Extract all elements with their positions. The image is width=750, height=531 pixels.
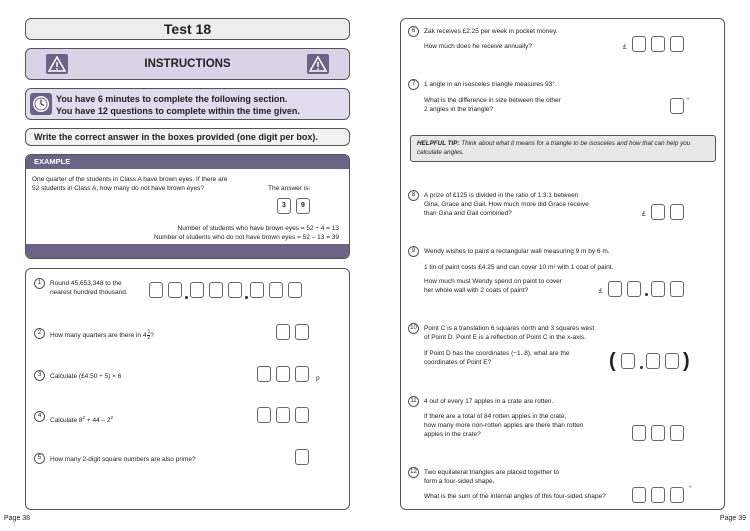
degree-unit: ° — [689, 485, 692, 492]
question-10-line-2: of Point D. Point E is a reflection of Point C in the x-axis. — [424, 334, 586, 341]
question-number: 7 — [408, 79, 419, 90]
question-9-line-4: her whole wall with 2 coats of paint? — [424, 287, 529, 294]
question-7-line-1: 1 angle in an isosceles triangle measures 93°. — [424, 81, 557, 88]
example-header: EXAMPLE — [26, 155, 349, 169]
example-question-line-2: 52 students in Class A, how many do not have brown eyes? — [32, 185, 204, 192]
exponent: 2 — [82, 415, 86, 420]
open-bracket: ( — [609, 350, 616, 372]
answer-box[interactable] — [632, 425, 646, 441]
time-instructions — [25, 88, 350, 120]
answer-box[interactable] — [257, 366, 271, 382]
close-bracket: ) — [683, 350, 690, 372]
example-answer-box: 3 — [277, 198, 291, 214]
answer-box[interactable] — [288, 282, 302, 298]
question-6-line-2: How much does he receive annually? — [424, 43, 533, 50]
question-2-end: ? — [150, 332, 154, 340]
question-6-line-1: Zak receives £2.25 per week in pocket money. — [424, 28, 558, 35]
question-8-line-1: A prize of £125 is divided in the ratio of 1:3:1 between — [424, 192, 579, 199]
example-answer-label: The answer is: — [268, 185, 311, 192]
question-4-text — [50, 413, 113, 425]
question-number: 5 — [34, 453, 45, 464]
exponent: 2 — [110, 415, 114, 420]
right-page — [375, 0, 750, 531]
degree-unit: ° — [687, 97, 690, 104]
answer-box[interactable] — [651, 425, 665, 441]
question-10-line-1: Point C is a translation 6 squares north and 3 squares west — [424, 325, 595, 332]
warning-icon — [307, 54, 329, 74]
question-11-line-4: apples in the crate? — [424, 431, 481, 438]
answer-box[interactable] — [209, 282, 223, 298]
answer-box[interactable] — [269, 282, 283, 298]
answer-box[interactable] — [632, 36, 646, 52]
page-number: Page 39 — [719, 515, 746, 522]
helpful-tip — [410, 135, 716, 162]
question-number: 3 — [34, 370, 45, 381]
answer-box[interactable] — [257, 407, 271, 423]
answer-box[interactable] — [651, 36, 665, 52]
question-11-line-1: 4 out of every 17 apples in a crate are rotten. — [424, 398, 554, 405]
question-12-line-1: Two equilateral triangles are placed together to — [424, 469, 560, 476]
clock-icon — [30, 93, 52, 115]
question-2-line-1: How many quarters are there in 4 — [50, 332, 147, 340]
answer-box[interactable] — [670, 425, 684, 441]
question-number: 8 — [408, 190, 419, 201]
example-panel — [25, 154, 350, 259]
answer-box[interactable] — [149, 282, 163, 298]
question-number: 1 — [34, 278, 45, 289]
answer-box[interactable] — [651, 281, 665, 297]
question-4-start: Calculate 8 — [50, 417, 83, 425]
question-12-line-3: What is the sum of the internal angles of this four-sided shape? — [424, 493, 606, 500]
example-working-line-1: Number of students who have brown eyes = 52 ÷ 4 = 13 — [177, 225, 339, 232]
answer-box[interactable] — [250, 282, 264, 298]
example-question-line-1: One quarter of the students in Class A have brown eyes. If there are — [32, 176, 228, 183]
question-1-line-1: Round 45,653,348 to the — [50, 280, 122, 287]
example-working-line-2: Number of students who do not have brown eyes = 52 – 13 = 39 — [153, 234, 339, 241]
comma-mark — [640, 366, 643, 369]
question-2-text — [50, 330, 154, 341]
answer-box[interactable] — [646, 353, 660, 369]
answer-box[interactable] — [295, 366, 309, 382]
question-10-line-4: coordinates of Point E? — [424, 359, 492, 366]
question-number: 4 — [34, 411, 45, 422]
fraction-denominator: 2 — [147, 335, 151, 341]
fraction-numerator: 1 — [147, 329, 151, 335]
currency-prefix: £ — [599, 288, 603, 295]
time-line-1: You have 6 minutes to complete the following section. — [56, 94, 288, 104]
answer-box[interactable] — [632, 487, 646, 503]
answer-box[interactable] — [276, 407, 290, 423]
comma-mark — [245, 296, 248, 299]
answer-box[interactable] — [670, 281, 684, 297]
answer-box[interactable] — [295, 407, 309, 423]
answer-box[interactable] — [670, 204, 684, 220]
answer-box[interactable] — [651, 487, 665, 503]
question-5-text: How many 2-digit square numbers are also prime? — [50, 456, 196, 463]
answer-box[interactable] — [276, 324, 290, 340]
answer-box[interactable] — [670, 98, 684, 114]
instructions-heading: INSTRUCTIONS — [144, 58, 231, 70]
question-4-mid: + 44 – 2 — [85, 417, 111, 425]
question-8-line-2: Gina, Grace and Gail. How much more did Grace receive — [424, 201, 589, 208]
decimal-point — [645, 293, 648, 296]
answer-box[interactable] — [276, 366, 290, 382]
question-number: 6 — [408, 26, 419, 37]
tip-text-2: calculate angles. — [417, 149, 464, 156]
question-8-line-3: than Gina and Gail combined? — [424, 210, 512, 217]
answer-box[interactable] — [608, 281, 622, 297]
instructions-banner — [25, 48, 350, 80]
question-9-line-3: How much must Wendy spend on paint to cover — [424, 278, 562, 285]
questions-panel-left — [25, 268, 350, 510]
question-3-text: Calculate (£4.50 ÷ 5) × 6 — [50, 373, 122, 380]
answer-box[interactable] — [295, 449, 309, 465]
example-answer-box: 9 — [296, 198, 310, 214]
question-9-line-1: Wendy wishes to paint a rectangular wall measuring 9 m by 6 m. — [424, 248, 610, 255]
question-number: 2 — [34, 328, 45, 339]
answer-box[interactable] — [627, 281, 641, 297]
question-number: 9 — [408, 246, 419, 257]
warning-icon — [46, 54, 68, 74]
test-title: Test 18 — [25, 18, 350, 40]
example-footer-bar — [26, 244, 349, 258]
answer-box[interactable] — [228, 282, 242, 298]
answer-box[interactable] — [665, 353, 679, 369]
tip-label: HELPFUL TIP: — [417, 140, 460, 147]
currency-prefix: £ — [642, 211, 646, 218]
answer-box[interactable] — [295, 324, 309, 340]
answer-box[interactable] — [651, 204, 665, 220]
question-number: 10 — [408, 323, 419, 334]
question-number: 11 — [408, 396, 419, 407]
page-number: Page 38 — [4, 515, 31, 522]
question-11-line-2: If there are a total of 84 rotten apples in the crate, — [424, 413, 567, 420]
time-line-2: You have 12 questions to complete within the time given. — [56, 106, 300, 116]
question-number: 12 — [408, 467, 419, 478]
tip-text: Think about what it means for a triangle to be isosceles and how that can help you — [459, 140, 691, 147]
question-7-line-2: What is the difference in size between the other — [424, 97, 561, 104]
question-7-line-3: 2 angles in the triangle? — [424, 106, 494, 113]
currency-prefix: £ — [623, 44, 627, 51]
question-12-line-2: form a four-sided shape. — [424, 478, 495, 485]
question-11-line-3: how many more non-rotten apples are there than rotten — [424, 422, 584, 429]
unit-label: p — [316, 375, 320, 382]
question-9-line-2: 1 tin of paint costs £4.25 and can cover 10 m² with 1 coat of paint. — [424, 264, 614, 271]
comma-mark — [185, 296, 188, 299]
answer-box[interactable] — [621, 353, 635, 369]
write-instruction: Write the correct answer in the boxes provided (one digit per box). — [25, 128, 350, 146]
question-10-line-3: If Point D has the coordinates (−1, 8), what are the — [424, 350, 570, 357]
question-1-line-2: nearest hundred thousand. — [50, 289, 128, 296]
answer-box[interactable] — [190, 282, 204, 298]
answer-box[interactable] — [670, 36, 684, 52]
answer-box[interactable] — [670, 487, 684, 503]
answer-box[interactable] — [168, 282, 182, 298]
